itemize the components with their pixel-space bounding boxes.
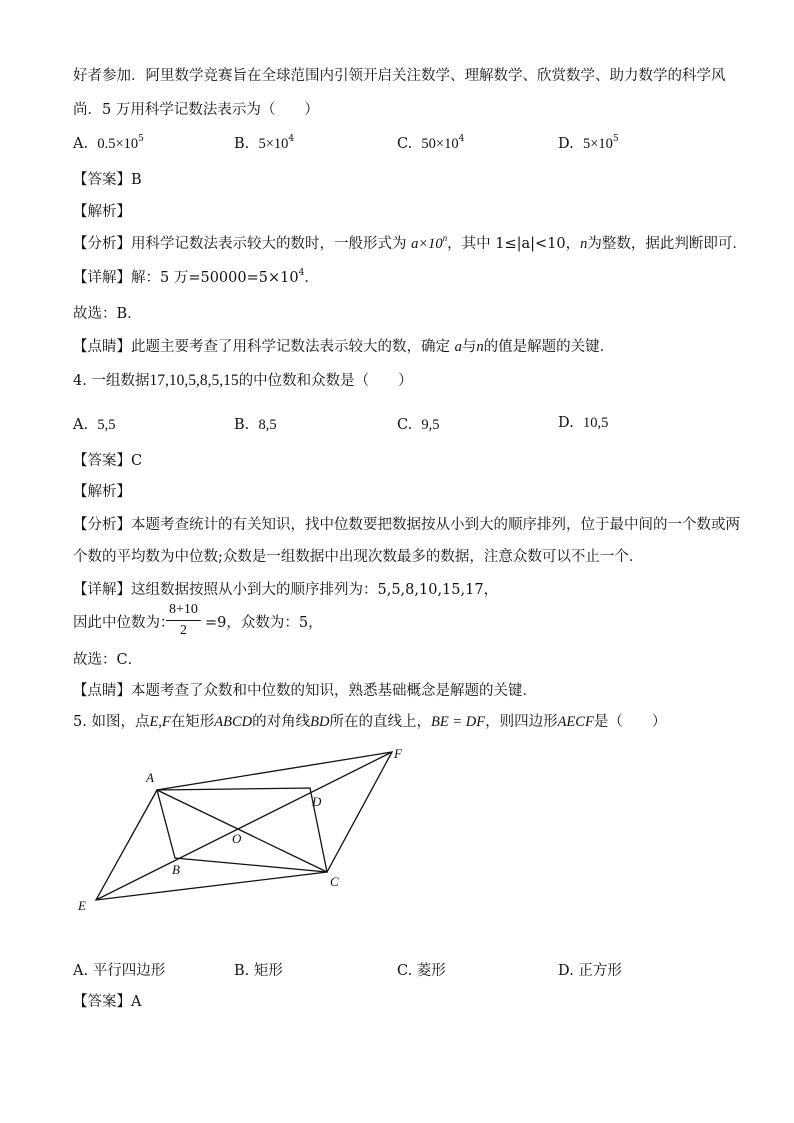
option-value: 平行四边形 — [92, 963, 166, 979]
option-letter: D. — [558, 963, 574, 979]
q4-fenxi-line2: 个数的平均数为中位数;众数是一组数据中出现次数最多的数据，注意众数可以不止一个． — [73, 549, 644, 565]
q4-option-d — [558, 413, 608, 433]
q4-option-b — [234, 415, 277, 435]
label-b: B — [172, 862, 180, 877]
q5-option-d — [558, 961, 622, 981]
q4-stem — [73, 371, 413, 391]
fraction-denominator: 2 — [179, 623, 187, 638]
fenxi-formula-exp: n — [442, 233, 448, 243]
fenxi-n: n — [580, 236, 588, 252]
q5-stem-f: 是（ ） — [593, 714, 667, 730]
option-letter: B. — [234, 136, 250, 152]
xiangjie-text: 解：5 万=50000=5×10 — [131, 270, 299, 286]
option-letter: B. — [234, 417, 250, 433]
option-exponent: 4 — [288, 134, 295, 144]
xiangjie-tag: 【详解】 — [73, 270, 131, 286]
option-letter: A. — [73, 963, 89, 979]
q5-option-b — [234, 961, 283, 981]
q4-dianjing — [73, 681, 537, 701]
q4-stem-a: 4. 一组数据 — [73, 373, 150, 389]
option-letter: B. — [234, 963, 250, 979]
fenxi-text-c: 为整数，据此判断即可． — [587, 236, 747, 252]
q3-stem-line1: 好者参加．阿里数学竞赛旨在全球范围内引领开启关注数学、理解数学、欣赏数学、助力数学的科学风 — [73, 68, 726, 84]
answer-tag: 【答案】 — [73, 994, 131, 1010]
answer-value: A — [131, 994, 142, 1010]
option-value: 50×10 — [421, 136, 459, 152]
option-value: 5×10 — [582, 136, 613, 152]
q4-option-c — [397, 415, 440, 435]
dianjing-text-b: 的值是解题的关键． — [483, 339, 615, 355]
option-letter: D. — [558, 136, 574, 152]
fenxi-text: 用科学记数法表示较大的数时，一般形式为 — [131, 236, 407, 252]
dianjing-var-n: n — [476, 339, 484, 355]
q5-stem-d: 所在的直线上， — [329, 714, 431, 730]
q3-fenxi — [73, 234, 747, 254]
q3-jiexi-heading: 【解析】 — [73, 204, 131, 220]
q4-stem-b: 的中位数和众数是（ ） — [238, 373, 413, 389]
dianjing-text: 本题考查了众数和中位数的知识，熟悉基础概念是解题的关键． — [131, 683, 537, 699]
option-value: 0.5×10 — [97, 136, 139, 152]
q4-option-a — [73, 415, 115, 435]
q5-option-a — [73, 961, 165, 981]
dianjing-var-a: a — [454, 339, 462, 355]
q3-option-c — [397, 134, 464, 154]
q5-stem-ef: E,F — [149, 714, 171, 730]
q4-stem-data: 17,10,5,8,5,15 — [149, 372, 239, 389]
q5-stem-c: 的对角线 — [252, 714, 311, 730]
q5-stem-eq: BE = DF — [431, 714, 486, 730]
fenxi-text-b: ，其中 1≤|a|<10， — [447, 236, 581, 252]
option-value: 菱形 — [416, 963, 446, 979]
diagonal-ac — [157, 790, 327, 872]
q4-guxuan: 故选：C． — [73, 652, 143, 668]
fenxi-tag: 【分析】 — [73, 517, 131, 533]
label-o: O — [232, 831, 242, 846]
q5-stem-b: 在矩形 — [170, 714, 215, 730]
xiangjie-text: 这组数据按照从小到大的顺序排列为：5,5,8,10,15,17， — [131, 582, 499, 598]
dianjing-mid: 与 — [461, 339, 477, 355]
dianjing-tag: 【点睛】 — [73, 683, 131, 699]
option-value: 8,5 — [258, 417, 277, 433]
fenxi-formula: a×10 — [411, 236, 443, 252]
option-value: 10,5 — [582, 415, 609, 431]
q4-fenxi-line1 — [73, 515, 740, 535]
q5-option-c — [397, 961, 446, 981]
option-letter: C. — [397, 417, 413, 433]
label-f: F — [394, 746, 402, 761]
label-a: A — [146, 770, 154, 785]
option-exponent: 5 — [612, 134, 619, 144]
q4-xiangjie — [73, 580, 498, 600]
option-letter: D. — [558, 415, 574, 431]
q3-dianjing — [73, 337, 614, 357]
q3-option-b — [234, 134, 294, 154]
q5-stem — [73, 712, 666, 732]
figure-lines — [96, 752, 392, 900]
option-value: 5,5 — [97, 417, 116, 433]
fenxi-text: 本题考查统计的有关知识，找中位数要把数据按从小到大的顺序排列，位于最中间的一个数或两 — [131, 517, 740, 533]
geometry-figure — [60, 740, 420, 925]
option-exponent: 5 — [138, 134, 144, 144]
xiangjie-tag: 【详解】 — [73, 582, 131, 598]
q5-stem-abcd: ABCD — [214, 714, 253, 730]
label-c: C — [330, 874, 339, 889]
option-exponent: 4 — [458, 134, 465, 144]
q5-stem-a: 5. 如图，点 — [73, 714, 150, 730]
label-d: D — [312, 794, 322, 809]
label-e: E — [78, 898, 86, 913]
option-letter: A. — [73, 136, 89, 152]
answer-value: B — [131, 172, 142, 188]
q4-median-prefix: 因此中位数为： — [73, 615, 175, 631]
option-value: 9,5 — [421, 417, 440, 433]
dianjing-tag: 【点睛】 — [73, 339, 131, 355]
fenxi-tag: 【分析】 — [73, 236, 131, 252]
dianjing-text: 此题主要考查了用科学记数法表示较大的数，确定 — [131, 339, 450, 355]
answer-tag: 【答案】 — [73, 172, 131, 188]
q5-stem-aecf: AECF — [557, 714, 594, 730]
q3-stem-line2: 尚．5 万用科学记数法表示为（ ） — [73, 102, 319, 118]
q3-option-d — [558, 134, 619, 154]
option-value: 矩形 — [253, 963, 283, 979]
q3-option-a — [73, 134, 144, 154]
xiangjie-end: ． — [304, 270, 319, 286]
option-letter: A. — [73, 417, 89, 433]
fraction-numerator: 8+10 — [166, 602, 201, 621]
q3-xiangjie — [73, 268, 319, 288]
q3-guxuan: 故选：B． — [73, 306, 142, 322]
q5-stem-e: ，则四边形 — [485, 714, 558, 730]
q4-jiexi-heading: 【解析】 — [73, 484, 131, 500]
q5-stem-bd: BD — [310, 714, 330, 730]
option-value: 5×10 — [258, 136, 289, 152]
answer-tag: 【答案】 — [73, 453, 131, 469]
q3-answer — [73, 170, 142, 190]
option-letter: C. — [397, 963, 413, 979]
line-ef — [96, 752, 392, 900]
q5-answer — [73, 992, 141, 1012]
q4-answer — [73, 451, 142, 471]
answer-value: C — [131, 453, 143, 469]
xiangjie-exp: 4 — [298, 268, 305, 278]
median-fraction — [166, 602, 201, 639]
q4-median-suffix: =9，众数为：5， — [205, 615, 323, 631]
option-value: 正方形 — [578, 963, 622, 979]
option-letter: C. — [397, 136, 413, 152]
